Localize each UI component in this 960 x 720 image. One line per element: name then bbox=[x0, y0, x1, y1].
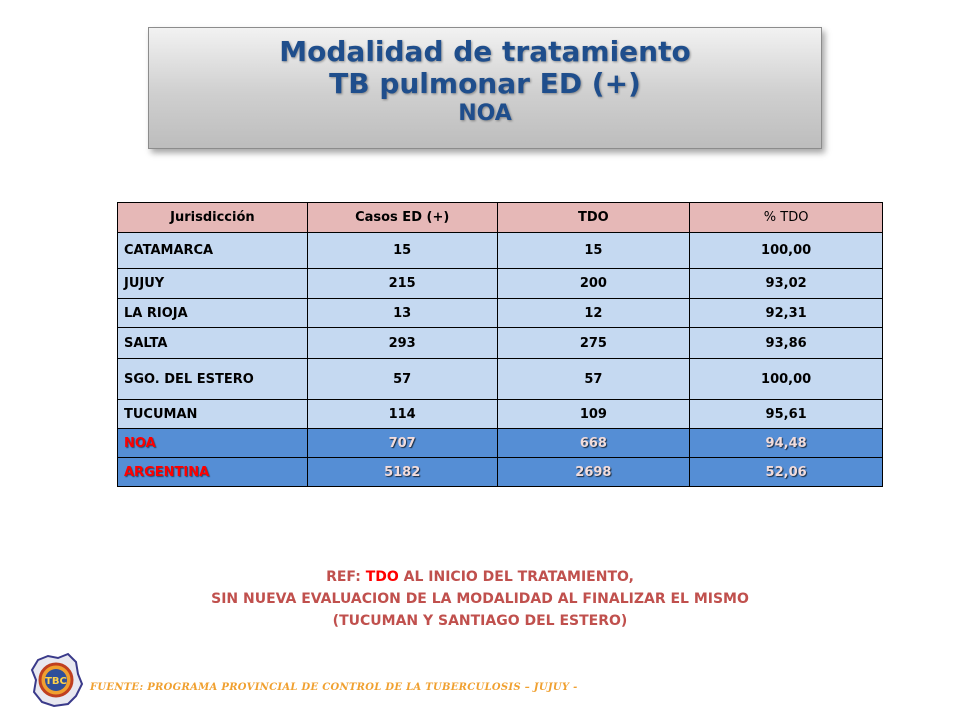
reference-line-3: (TUCUMAN Y SANTIAGO DEL ESTERO) bbox=[332, 613, 628, 629]
title-line-3: NOA bbox=[458, 101, 512, 126]
cell-jurisdiccion: SGO. DEL ESTERO bbox=[118, 359, 308, 400]
source-footer: FUENTE: PROGRAMA PROVINCIAL DE CONTROL DE LA TUBERCULOSIS – JUJUY - bbox=[90, 682, 578, 693]
table-row bbox=[118, 359, 883, 400]
table-row bbox=[118, 400, 883, 429]
logo-text: TBC bbox=[45, 676, 67, 687]
reference-note bbox=[100, 566, 860, 632]
cell-tdo: 12 bbox=[497, 299, 690, 328]
total-row-argentina bbox=[118, 458, 883, 487]
cell-tdo: 275 bbox=[497, 328, 690, 359]
cell-casos: 15 bbox=[307, 233, 497, 269]
table-row bbox=[118, 299, 883, 328]
cell-casos: 57 bbox=[307, 359, 497, 400]
header-pct-tdo: % TDO bbox=[690, 203, 883, 233]
cell-casos: 114 bbox=[307, 400, 497, 429]
cell-tdo: 15 bbox=[497, 233, 690, 269]
title-line-1: Modalidad de tratamiento bbox=[279, 35, 691, 68]
cell-tdo: 2698 bbox=[497, 458, 690, 487]
cell-jurisdiccion: JUJUY bbox=[118, 269, 308, 299]
cell-jurisdiccion: CATAMARCA bbox=[118, 233, 308, 269]
tbc-program-logo bbox=[28, 652, 84, 708]
cell-pct: 93,86 bbox=[690, 328, 883, 359]
cell-jurisdiccion: ARGENTINA bbox=[118, 458, 308, 487]
reference-line-1-rest: AL INICIO DEL TRATAMIENTO, bbox=[398, 569, 634, 585]
cell-pct: 52,06 bbox=[690, 458, 883, 487]
cell-casos: 707 bbox=[307, 429, 497, 458]
table-row bbox=[118, 233, 883, 269]
header-jurisdiccion: Jurisdicción bbox=[118, 203, 308, 233]
cell-tdo: 200 bbox=[497, 269, 690, 299]
total-row-noa bbox=[118, 429, 883, 458]
cell-pct: 94,48 bbox=[690, 429, 883, 458]
cell-pct: 92,31 bbox=[690, 299, 883, 328]
reference-line-1 bbox=[100, 566, 860, 588]
cell-casos: 215 bbox=[307, 269, 497, 299]
title-box bbox=[148, 27, 822, 149]
cell-pct: 100,00 bbox=[690, 359, 883, 400]
header-casos: Casos ED (+) bbox=[307, 203, 497, 233]
treatment-table bbox=[117, 202, 883, 487]
table-row bbox=[118, 328, 883, 359]
cell-casos: 13 bbox=[307, 299, 497, 328]
table-header-row bbox=[118, 203, 883, 233]
cell-casos: 293 bbox=[307, 328, 497, 359]
cell-jurisdiccion: LA RIOJA bbox=[118, 299, 308, 328]
cell-pct: 95,61 bbox=[690, 400, 883, 429]
title-line-2: TB pulmonar ED (+) bbox=[329, 67, 641, 100]
cell-jurisdiccion: TUCUMAN bbox=[118, 400, 308, 429]
cell-jurisdiccion: NOA bbox=[118, 429, 308, 458]
cell-jurisdiccion: SALTA bbox=[118, 328, 308, 359]
cell-tdo: 668 bbox=[497, 429, 690, 458]
cell-casos: 5182 bbox=[307, 458, 497, 487]
header-tdo: TDO bbox=[497, 203, 690, 233]
table-row bbox=[118, 269, 883, 299]
cell-tdo: 109 bbox=[497, 400, 690, 429]
cell-pct: 93,02 bbox=[690, 269, 883, 299]
reference-prefix: REF: bbox=[326, 569, 366, 585]
cell-pct: 100,00 bbox=[690, 233, 883, 269]
cell-tdo: 57 bbox=[497, 359, 690, 400]
reference-line-2: SIN NUEVA EVALUACION DE LA MODALIDAD AL FINALIZAR EL MISMO bbox=[211, 591, 749, 607]
reference-tdo: TDO bbox=[365, 569, 399, 585]
